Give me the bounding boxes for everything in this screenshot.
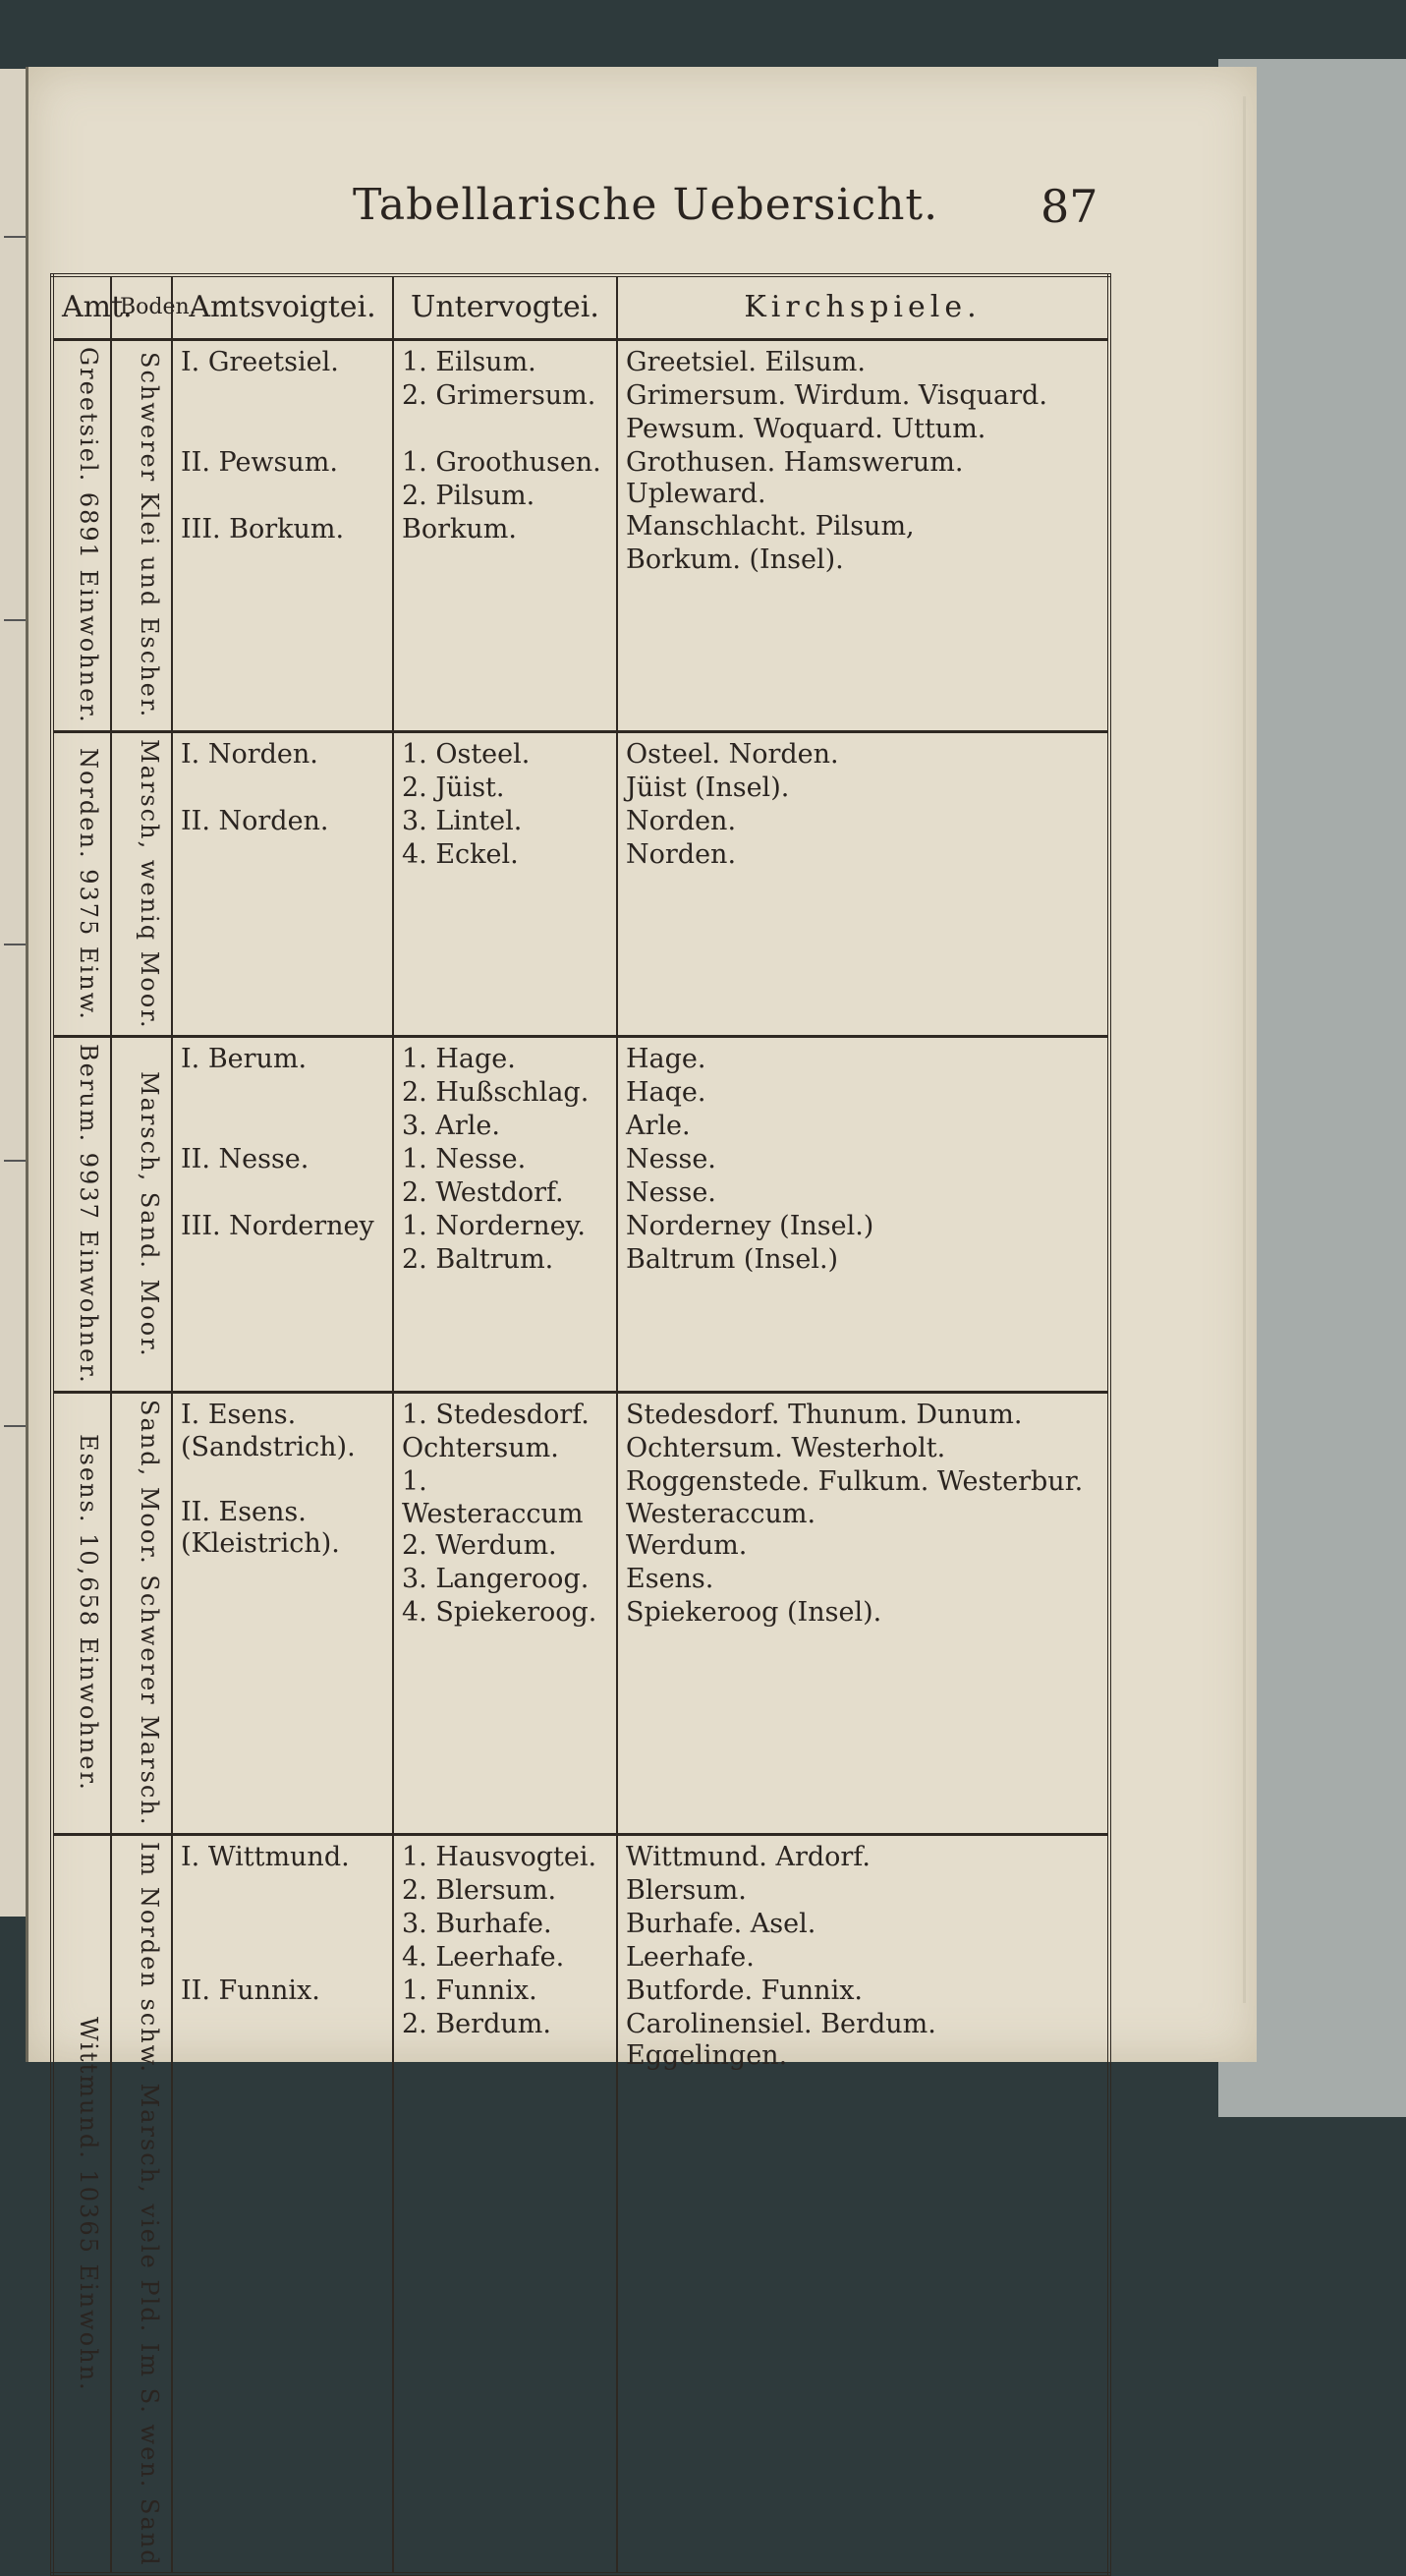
unter-entry: 4. Leerhafe.	[402, 1941, 565, 1973]
kirch-entry: Borkum. (Insel).	[626, 544, 844, 575]
unter-cell	[393, 731, 617, 1037]
kirch-entry: Norderney (Insel.)	[626, 1211, 874, 1242]
vogtei-cell	[172, 1037, 393, 1393]
vogtei-entry: I. Berum.	[181, 1044, 308, 1075]
unter-entry: 1. Westeraccum	[402, 1466, 584, 1529]
kirch-entry: Wittmund. Ardorf.	[626, 1841, 871, 1872]
vogtei-entry: III. Borkum.	[181, 514, 345, 544]
vogtei-entry	[181, 1561, 384, 1594]
header-kirchspiele: Kirchspiele.	[617, 275, 1109, 340]
table-row	[52, 340, 1109, 732]
vogtei-entry	[181, 1077, 384, 1111]
amt-cell: Greetsiel. 6891 Einwohner.	[52, 340, 111, 732]
vogtei-entry	[181, 1463, 384, 1497]
unter-entry: 2. Jüist.	[402, 772, 505, 803]
book-page	[26, 67, 1257, 2567]
vogtei-cell	[172, 1393, 393, 1834]
header-amt: Amt.	[52, 275, 111, 340]
kirch-entry: Grothusen. Hamswerum. Upleward.	[626, 447, 964, 510]
kirch-entry: Pewsum. Woquard. Uttum.	[626, 414, 986, 444]
amt-cell: Wittmund. 10365 Einwohn.	[52, 1834, 111, 2574]
boden-cell: Im Norden schw. Marsch, viele Pld. Im S. wen. Sand	[111, 1834, 172, 2574]
table-row	[52, 1037, 1109, 1393]
kirch-entry: Stedesdorf. Thunum. Dunum.	[626, 1400, 1023, 1431]
table-row	[52, 1393, 1109, 1834]
kirch-entry: Nesse.	[626, 1144, 716, 1175]
unter-entry: 1. Osteel.	[402, 738, 531, 770]
kirch-entry: Esens.	[626, 1563, 714, 1594]
vogtei-entry	[181, 839, 384, 873]
boden-cell: Marsch, weniq Moor.	[111, 731, 172, 1037]
kirch-entry: Carolinensiel. Berdum. Eggelingen.	[626, 2008, 936, 2071]
kirch-cell	[617, 731, 1109, 1037]
page-edge	[1243, 96, 1246, 2003]
unter-entry: 2. Pilsum.	[402, 481, 535, 511]
kirch-entry: Osteel. Norden.	[626, 738, 839, 770]
kirch-entry: Baltrum (Insel.)	[626, 1244, 839, 1276]
kirch-entry: Grimersum. Wirdum. Visquard.	[626, 380, 1047, 411]
vogtei-entry: I. Norden.	[181, 738, 318, 770]
vogtei-entry: II. Pewsum.	[181, 447, 338, 478]
amt-cell: Berum. 9937 Einwohner.	[52, 1037, 111, 1393]
unter-entry: 1. Hage.	[402, 1044, 516, 1075]
table-row	[52, 1834, 1109, 2574]
kirch-entry: Nesse.	[626, 1177, 716, 1209]
vogtei-entry	[181, 481, 384, 514]
vogtei-cell	[172, 731, 393, 1037]
unter-entry: 1. Eilsum.	[402, 347, 536, 377]
unter-entry: 1. Funnix.	[402, 1975, 537, 2006]
kirch-entry: Blersum.	[626, 1874, 747, 1906]
vogtei-entry: II. Esens. (Kleistrich).	[181, 1496, 340, 1560]
kirch-entry: Arle.	[626, 1111, 691, 1142]
unter-entry: 1. Groothusen.	[402, 447, 601, 478]
kirch-entry: Ochtersum. Westerholt.	[626, 1433, 946, 1464]
kirch-entry: Jüist (Insel).	[626, 772, 790, 803]
unter-entry: 2. Blersum.	[402, 1874, 557, 1906]
kirch-entry: Norden.	[626, 838, 737, 870]
vogtei-entry	[181, 1111, 384, 1144]
kirch-cell	[617, 1834, 1109, 2574]
unter-cell	[393, 1834, 617, 2574]
vogtei-entry: II. Norden.	[181, 805, 329, 836]
vogtei-entry	[181, 414, 384, 447]
unter-cell	[393, 1037, 617, 1393]
kirch-entry: Roggenstede. Fulkum. Westerbur. Westeraccum.	[626, 1466, 1084, 1529]
vogtei-cell	[172, 1834, 393, 2574]
vogtei-entry	[181, 1594, 384, 1628]
unter-entry: 3. Lintel.	[402, 805, 523, 836]
kirch-cell	[617, 340, 1109, 732]
unter-entry: 2. Westdorf.	[402, 1177, 564, 1209]
kirch-entry: Spiekeroog (Insel).	[626, 1596, 882, 1628]
vogtei-entry: I. Esens. (Sandstrich).	[181, 1400, 356, 1462]
header-untervogtei: Untervogtei.	[393, 275, 617, 340]
vogtei-entry: I. Greetsiel.	[181, 347, 339, 377]
kirch-entry: Haqe.	[626, 1077, 706, 1109]
header-amtsvoigtei: Amtsvoigtei.	[172, 275, 393, 340]
unter-entry: 2. Berdum.	[402, 2008, 551, 2039]
unter-entry: 2. Werdum.	[402, 1529, 557, 1561]
boden-cell: Schwerer Klei und Escher.	[111, 340, 172, 732]
kirch-entry: Manschlacht. Pilsum,	[626, 510, 915, 542]
overview-table	[50, 273, 1111, 2576]
unter-entry: 1. Nesse.	[402, 1144, 527, 1175]
unter-entry: 2. Hußschlag.	[402, 1077, 590, 1109]
kirch-entry: Leerhafe.	[626, 1941, 755, 1973]
vogtei-entry	[181, 1909, 384, 1942]
unter-entry: Ochtersum.	[402, 1433, 559, 1464]
kirch-entry: Werdum.	[626, 1529, 748, 1561]
vogtei-entry	[181, 1875, 384, 1909]
vogtei-entry	[181, 1244, 384, 1278]
kirch-entry: Hage.	[626, 1044, 706, 1075]
table-row	[52, 731, 1109, 1037]
vogtei-entry	[181, 1177, 384, 1211]
kirch-entry: Butforde. Funnix.	[626, 1975, 864, 2006]
vogtei-entry	[181, 1628, 384, 1661]
kirch-cell	[617, 1037, 1109, 1393]
unter-entry: 1. Stedesdorf.	[402, 1400, 590, 1431]
unter-entry: 2. Grimersum.	[402, 380, 596, 411]
vogtei-entry: I. Wittmund.	[181, 1841, 350, 1872]
unter-cell	[393, 340, 617, 732]
kirch-cell	[617, 1393, 1109, 1834]
vogtei-entry: II. Funnix.	[181, 1975, 320, 2006]
unter-entry: 2. Baltrum.	[402, 1244, 554, 1276]
amt-cell: Norden. 9375 Einw.	[52, 731, 111, 1037]
unter-entry: 4. Eckel.	[402, 838, 519, 870]
vogtei-entry	[181, 773, 384, 806]
unter-entry: 3. Burhafe.	[402, 1908, 552, 1939]
vogtei-entry: II. Nesse.	[181, 1144, 309, 1175]
page-title: Tabellarische Uebersicht.	[353, 180, 939, 230]
unter-cell	[393, 1393, 617, 1834]
unter-entry: 1. Hausvogtei.	[402, 1841, 597, 1872]
amt-cell: Esens. 10,658 Einwohner.	[52, 1393, 111, 1834]
header-boden: Boden.	[111, 275, 172, 340]
kirch-entry: Greetsiel. Eilsum.	[626, 347, 866, 377]
vogtei-entry	[181, 2009, 384, 2042]
boden-cell: Marsch, Sand. Moor.	[111, 1037, 172, 1393]
unter-entry: Borkum.	[402, 514, 517, 544]
boden-cell: Sand, Moor. Schwerer Marsch.	[111, 1393, 172, 1834]
vogtei-cell	[172, 340, 393, 732]
kirch-entry: Burhafe. Asel.	[626, 1908, 816, 1939]
vogtei-entry	[181, 1942, 384, 1975]
vogtei-entry: III. Norderney	[181, 1211, 374, 1242]
unter-entry	[402, 414, 608, 447]
page-number: 87	[1040, 180, 1098, 233]
unter-entry: 4. Spiekeroog.	[402, 1596, 597, 1628]
unter-entry: 1. Norderney.	[402, 1211, 586, 1242]
unter-entry: 3. Langeroog.	[402, 1563, 590, 1594]
vogtei-entry	[181, 380, 384, 414]
unter-entry: 3. Arle.	[402, 1111, 500, 1142]
kirch-entry: Norden.	[626, 805, 737, 836]
